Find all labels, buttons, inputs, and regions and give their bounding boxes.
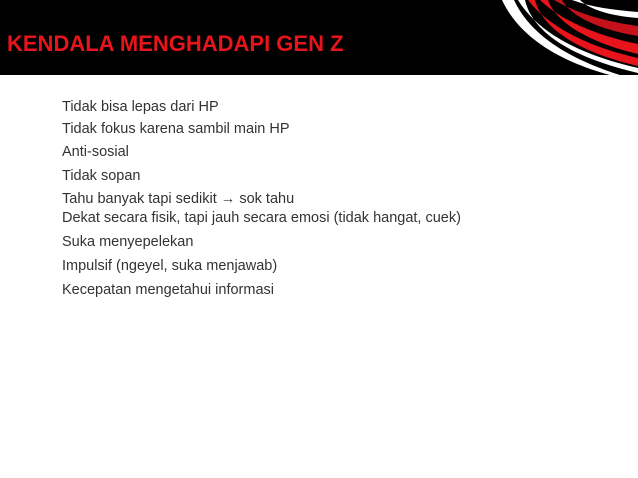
list-item [62, 191, 294, 207]
list-item: Anti-sosial [62, 144, 129, 160]
list-item-text: Tahu banyak tapi sedikit [62, 191, 217, 207]
list-item: Tidak fokus karena sambil main HP [62, 121, 290, 137]
list-item-tail: sok tahu [239, 191, 295, 207]
list-item: Dekat secara fisik, tapi jauh secara emosi (tidak hangat, cuek) [62, 210, 461, 226]
arrow-icon: → [220, 191, 236, 207]
list-item: Suka menyepelekan [62, 234, 194, 250]
list-item: Tidak bisa lepas dari HP [62, 99, 219, 115]
decorative-swoosh-graphic [498, 0, 638, 75]
header-bar [0, 0, 638, 75]
list-item: Kecepatan mengetahui informasi [62, 282, 274, 298]
list-item: Impulsif (ngeyel, suka menjawab) [62, 258, 278, 274]
slide-title: KENDALA MENGHADAPI GEN Z [7, 31, 344, 56]
list-item: Tidak sopan [62, 168, 141, 184]
